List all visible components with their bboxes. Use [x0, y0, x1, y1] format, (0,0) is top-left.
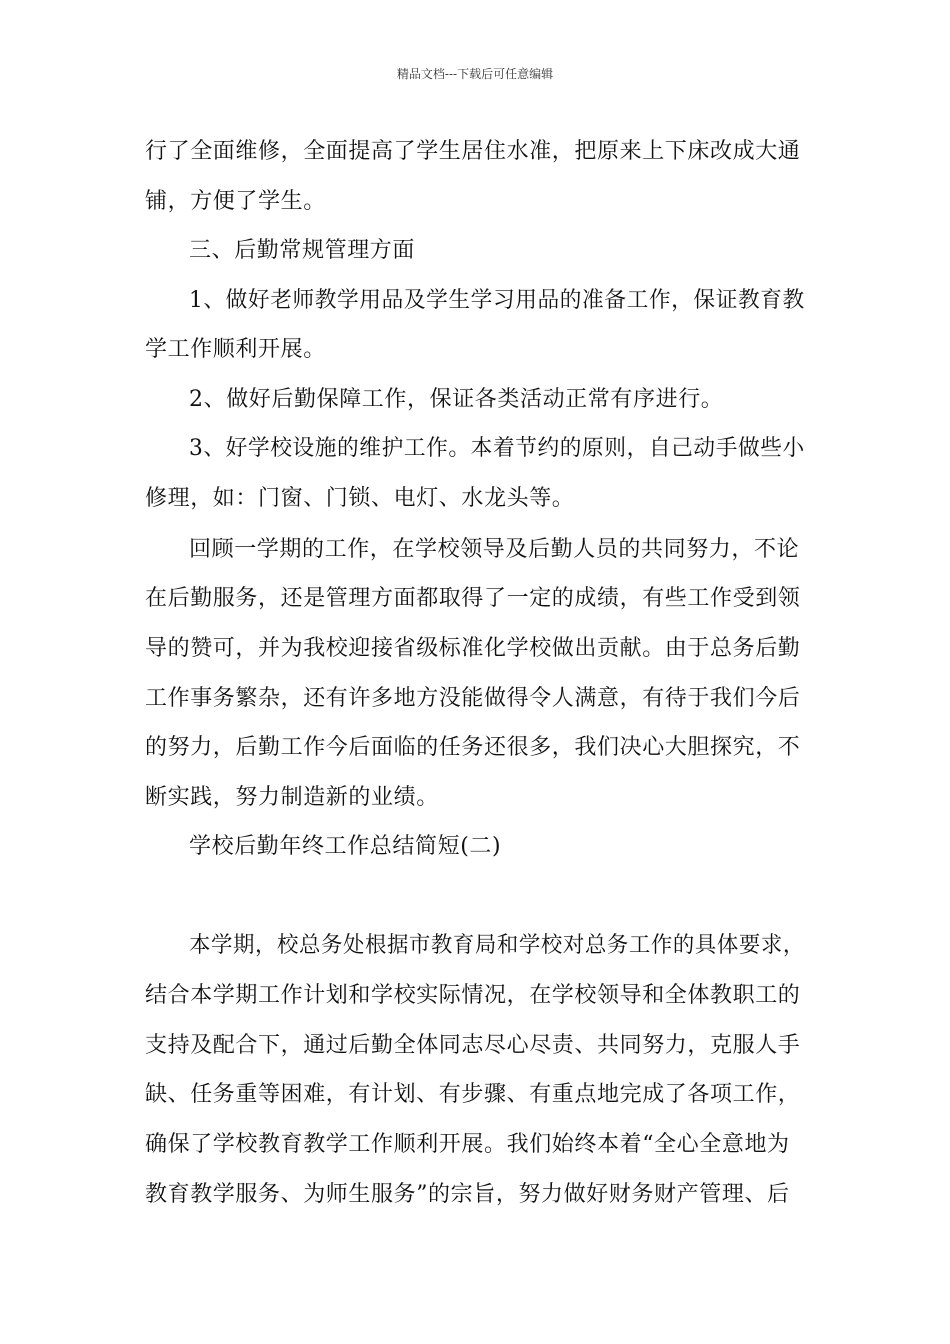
- text-line: 教育教学服务、为师生服务”的宗旨，努力做好财务财产管理、后: [145, 1182, 790, 1207]
- text-line: 确保了学校教育教学工作顺利开展。我们始终本着“全心全意地为: [145, 1132, 790, 1157]
- text-line: 断实践，努力制造新的业绩。: [145, 785, 439, 810]
- section-heading: 三、后勤常规管理方面: [189, 238, 416, 263]
- text-line: 修理，如：门窗、门锁、电灯、水龙头等。: [145, 486, 575, 511]
- text-line: 工作事务繁杂，还有许多地方没能做得令人满意，有待于我们今后: [145, 686, 801, 711]
- page-header: 精品文档---下载后可任意编辑: [396, 67, 554, 81]
- text-line: 导的赞可，并为我校迎接省级标准化学校做出贡献。由于总务后勤: [145, 636, 801, 661]
- text-line: 的努力，后勤工作今后面临的任务还很多，我们决心大胆探究，不: [145, 735, 801, 760]
- text-line: 支持及配合下，通过后勤全体同志尽心尽责、共同努力，克服人手: [145, 1033, 801, 1058]
- paragraph-start: 回顾一学期的工作，在学校领导及后勤人员的共同努力，不论: [189, 537, 800, 562]
- list-item: 2、做好后勤保障工作，保证各类活动正常有序进行。: [189, 387, 724, 412]
- section-title: 学校后勤年终工作总结简短(二): [189, 834, 502, 859]
- paragraph-start: 本学期，校总务处根据市教育局和学校对总务工作的具体要求，: [189, 933, 805, 958]
- list-item: 1、做好老师教学用品及学生学习用品的准备工作，保证教育教: [189, 288, 805, 313]
- text-line: 在后勤服务，还是管理方面都取得了一定的成绩，有些工作受到领: [145, 586, 801, 611]
- list-item: 3、好学校设施的维护工作。本着节约的原则，自己动手做些小: [189, 436, 805, 461]
- text-line: 结合本学期工作计划和学校实际情况，在学校领导和全体教职工的: [145, 983, 801, 1008]
- text-line: 缺、任务重等困难，有计划、有步骤、有重点地完成了各项工作，: [145, 1082, 801, 1107]
- text-line: 行了全面维修，全面提高了学生居住水准，把原来上下床改成大通: [145, 139, 801, 164]
- text-line: 铺，方便了学生。: [145, 189, 326, 214]
- text-line: 学工作顺利开展。: [145, 337, 326, 362]
